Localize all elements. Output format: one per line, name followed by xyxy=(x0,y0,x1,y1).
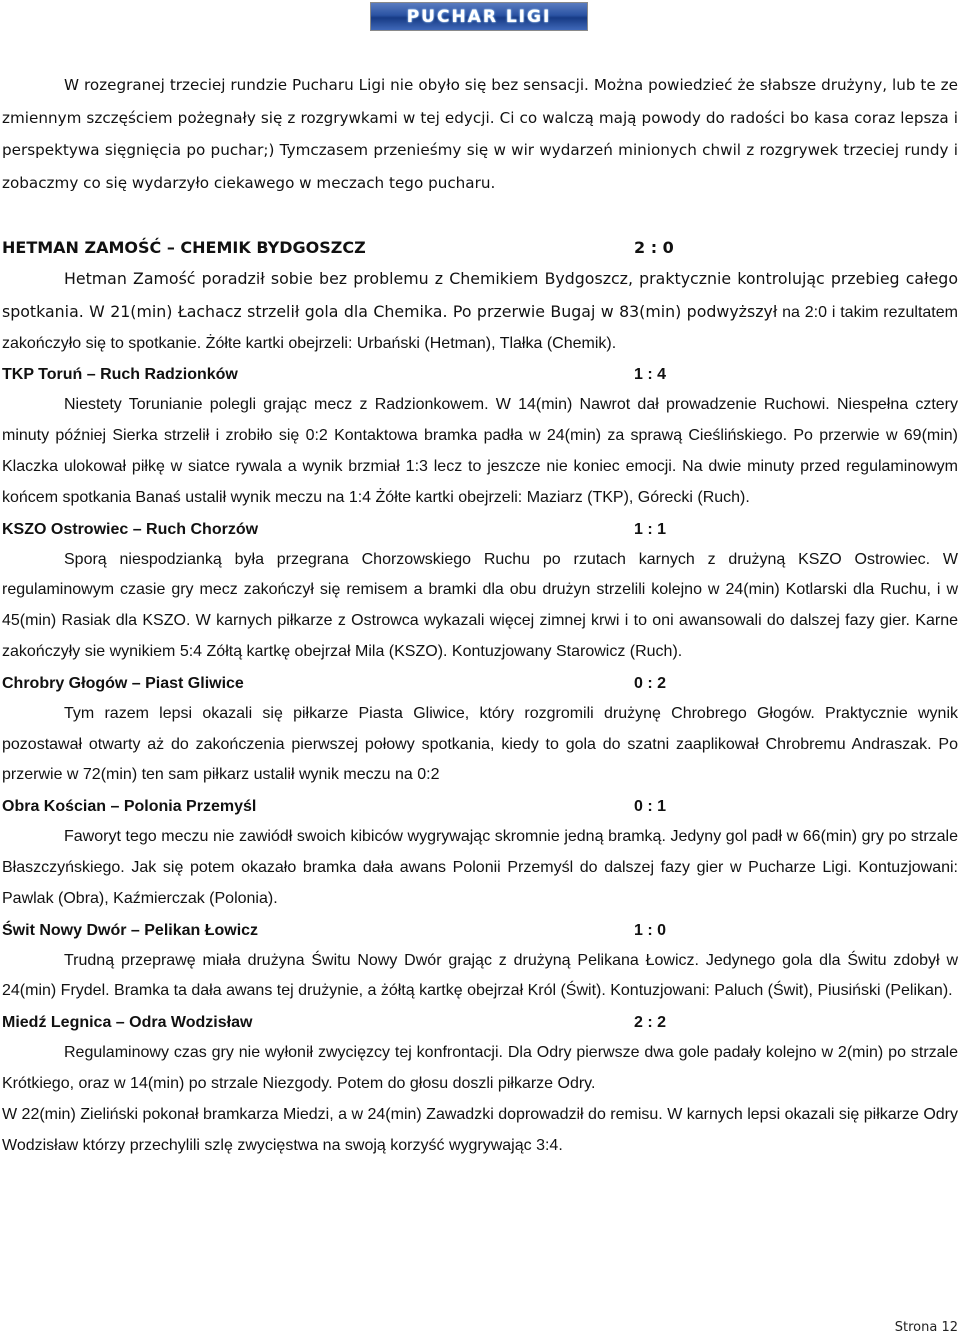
match-score: 0 : 1 xyxy=(634,798,667,816)
page-number: Strona 12 xyxy=(894,1320,958,1335)
match-header-swit-pelikan xyxy=(2,915,958,946)
section-gap xyxy=(2,199,958,233)
match-report-obra-polonia: Faworyt tego meczu nie zawiódł swoich kibiców wygrywając skromnie jedną bramką. Jedyny gol padł w 66(min) gry po strzale Błaszczyńskiego. Jak się potem okazało bramka dała awans Polonii Przemyśl do dalszej fazy gier w Pucharze Ligi. Kontuzjowani: Pawlak (Obra), Kaźmierczak (Polonia). xyxy=(2,828,958,907)
puchar-ligi-banner xyxy=(370,2,588,31)
match-report-tkp-ruch: Niestety Torunianie polegli grając mecz z Radzionkowem. W 14(min) Nawrot dał prowadzenie Ruchowi. Niespełna cztery minuty później Sierka strzelił i zrobiło się 0:2 Kontaktowa bramka padła w 24(min) za sprawą Cieślińskiego. Po przerwie w 69(min) Klaczka ulokował piłkę w siatce rywala a wynik brzmiał 1:3 lecz to jeszcze nie koniec emocji. Na dwie minuty przed regulaminowym końcem spotkania Banaś ustalił wynik meczu na 1:4 Żółte kartki obejrzeli: Maziarz (TKP), Górecki (Ruch). xyxy=(2,396,958,506)
match-header-miedz-odra xyxy=(2,1007,958,1038)
article xyxy=(2,69,958,1161)
match-report-kszo-ruch: Sporą niespodzianką była przegrana Chorzowskiego Ruchu po rzutach karnych z drużyną KSZO Ostrowiec. W regulaminowym czasie gry mecz zakończył się remisem a bramki dla obu drużyn strzelili kolejno w 24(min) Kotlarski dla Ruchu, i w 45(min) Rasiak dla KSZO. W karnych piłkarze z Ostrowca wykazali więcej zimnej krwi i to oni awansowali do dalszej fazy gier. Karne zakończyły sie wynikiem 5:4 Zółtą kartkę obejrzał Mila (KSZO). Kontuzjowany Starowicz (Ruch). xyxy=(2,550,958,660)
match-teams: KSZO Ostrowiec – Ruch Chorzów xyxy=(2,520,259,538)
match-report-miedz-odra-continued: W 22(min) Zieliński pokonał bramkarza Miedzi, a w 24(min) Zawadzki doprowadził do remisu. W karnych lepsi okazali się piłkarze Odry Wodzisław którzy przechylili szlę zwycięstwa na swoją korzyść wygrywając 3:4. xyxy=(2,1105,958,1154)
report-part-arial: na 2:0 i takim rezultatem zakończyło się to spotkanie. Żółte kartki obejrzeli: Urbański (Hetman), Tlałka (Chemik). xyxy=(2,303,958,352)
match-report-swit-pelikan: Trudną przeprawę miała drużyna Świtu Nowy Dwór grając z drużyną Pelikana Łowicz. Jedynego gola dla Świtu zdobył w 24(min) Frydel. Bramka ta dała awans tej drużynie, a żółtą kartkę obejrzał Król (Świt). Kontuzjowani: Paluch (Świt), Piusiński (Pelikan). xyxy=(2,951,958,1000)
match-teams: Chrobry Głogów – Piast Gliwice xyxy=(2,674,244,692)
match-teams: Świt Nowy Dwór – Pelikan Łowicz xyxy=(2,921,259,939)
intro-paragraph: W rozegranej trzeciej rundzie Pucharu Ligi nie obyło się bez sensacji. Można powiedzieć że słabsze drużyny, lub te ze zmiennym szczęściem pożegnały się z rozgrywkami w tej edycji. Ci co walczą mają powody do radości bo kasa coraz lepsza i perspektywa sięgnięcia po puchar;) Tymczasem przenieśmy się w wir wydarzeń minionych chwil z rozgrywek trzeciej rundy i zobaczmy co się wydarzyło ciekawego w meczach tego pucharu. xyxy=(2,76,958,192)
match-teams: HETMAN ZAMOŚĆ – CHEMIK BYDGOSZCZ xyxy=(2,238,366,257)
banner-title: PUCHAR LIGI xyxy=(406,6,552,27)
match-score: 1 : 0 xyxy=(634,921,667,939)
match-teams: TKP Toruń – Ruch Radzionków xyxy=(2,366,238,384)
match-score: 2 : 0 xyxy=(634,238,674,257)
match-header-kszo-ruch xyxy=(2,514,958,545)
report-part-verdana: Hetman Zamość poradził sobie bez problemu z Chemikiem Bydgoszcz, praktycznie kontrolując przebieg całego spotkania. W 21(min) Łachacz strzelił gola dla Chemika. Po przerwie Bugaj w 83(min) podwyższył xyxy=(2,269,958,321)
match-report-miedz-odra: Regulaminowy czas gry nie wyłonił zwycięzcy tej konfrontacji. Dla Odry pierwsze dwa gole padały kolejno w 2(min) po strzale Krótkiego, oraz w 14(min) po strzale Niezgody. Potem do głosu doszli piłkarze Odry. xyxy=(2,1044,958,1092)
match-teams: Miedź Legnica – Odra Wodzisław xyxy=(2,1014,253,1032)
match-score: 1 : 1 xyxy=(634,520,667,538)
match-report-hetman-chemik xyxy=(2,263,958,359)
match-score: 2 : 2 xyxy=(634,1014,667,1032)
match-report-chrobry-piast: Tym razem lepsi okazali się piłkarze Piasta Gliwice, który rozgromili drużynę Chrobrego Głogów. Praktycznie wynik pozostawał otwarty aż do zakończenia pierwszej połowy spotkania, kiedy to gola do szatni zaaplikował Chrobremu Andraszak. Po przerwie w 72(min) ten sam piłkarz ustalił wynik meczu na 0:2 xyxy=(2,704,958,784)
match-header-hetman-chemik xyxy=(2,233,958,263)
match-header-obra-polonia xyxy=(2,791,958,822)
match-header-tkp-ruch xyxy=(2,359,958,390)
match-score: 0 : 2 xyxy=(634,674,667,692)
match-header-chrobry-piast xyxy=(2,668,958,699)
match-score: 1 : 4 xyxy=(634,366,667,384)
match-teams: Obra Kościan – Polonia Przemyśl xyxy=(2,798,257,816)
